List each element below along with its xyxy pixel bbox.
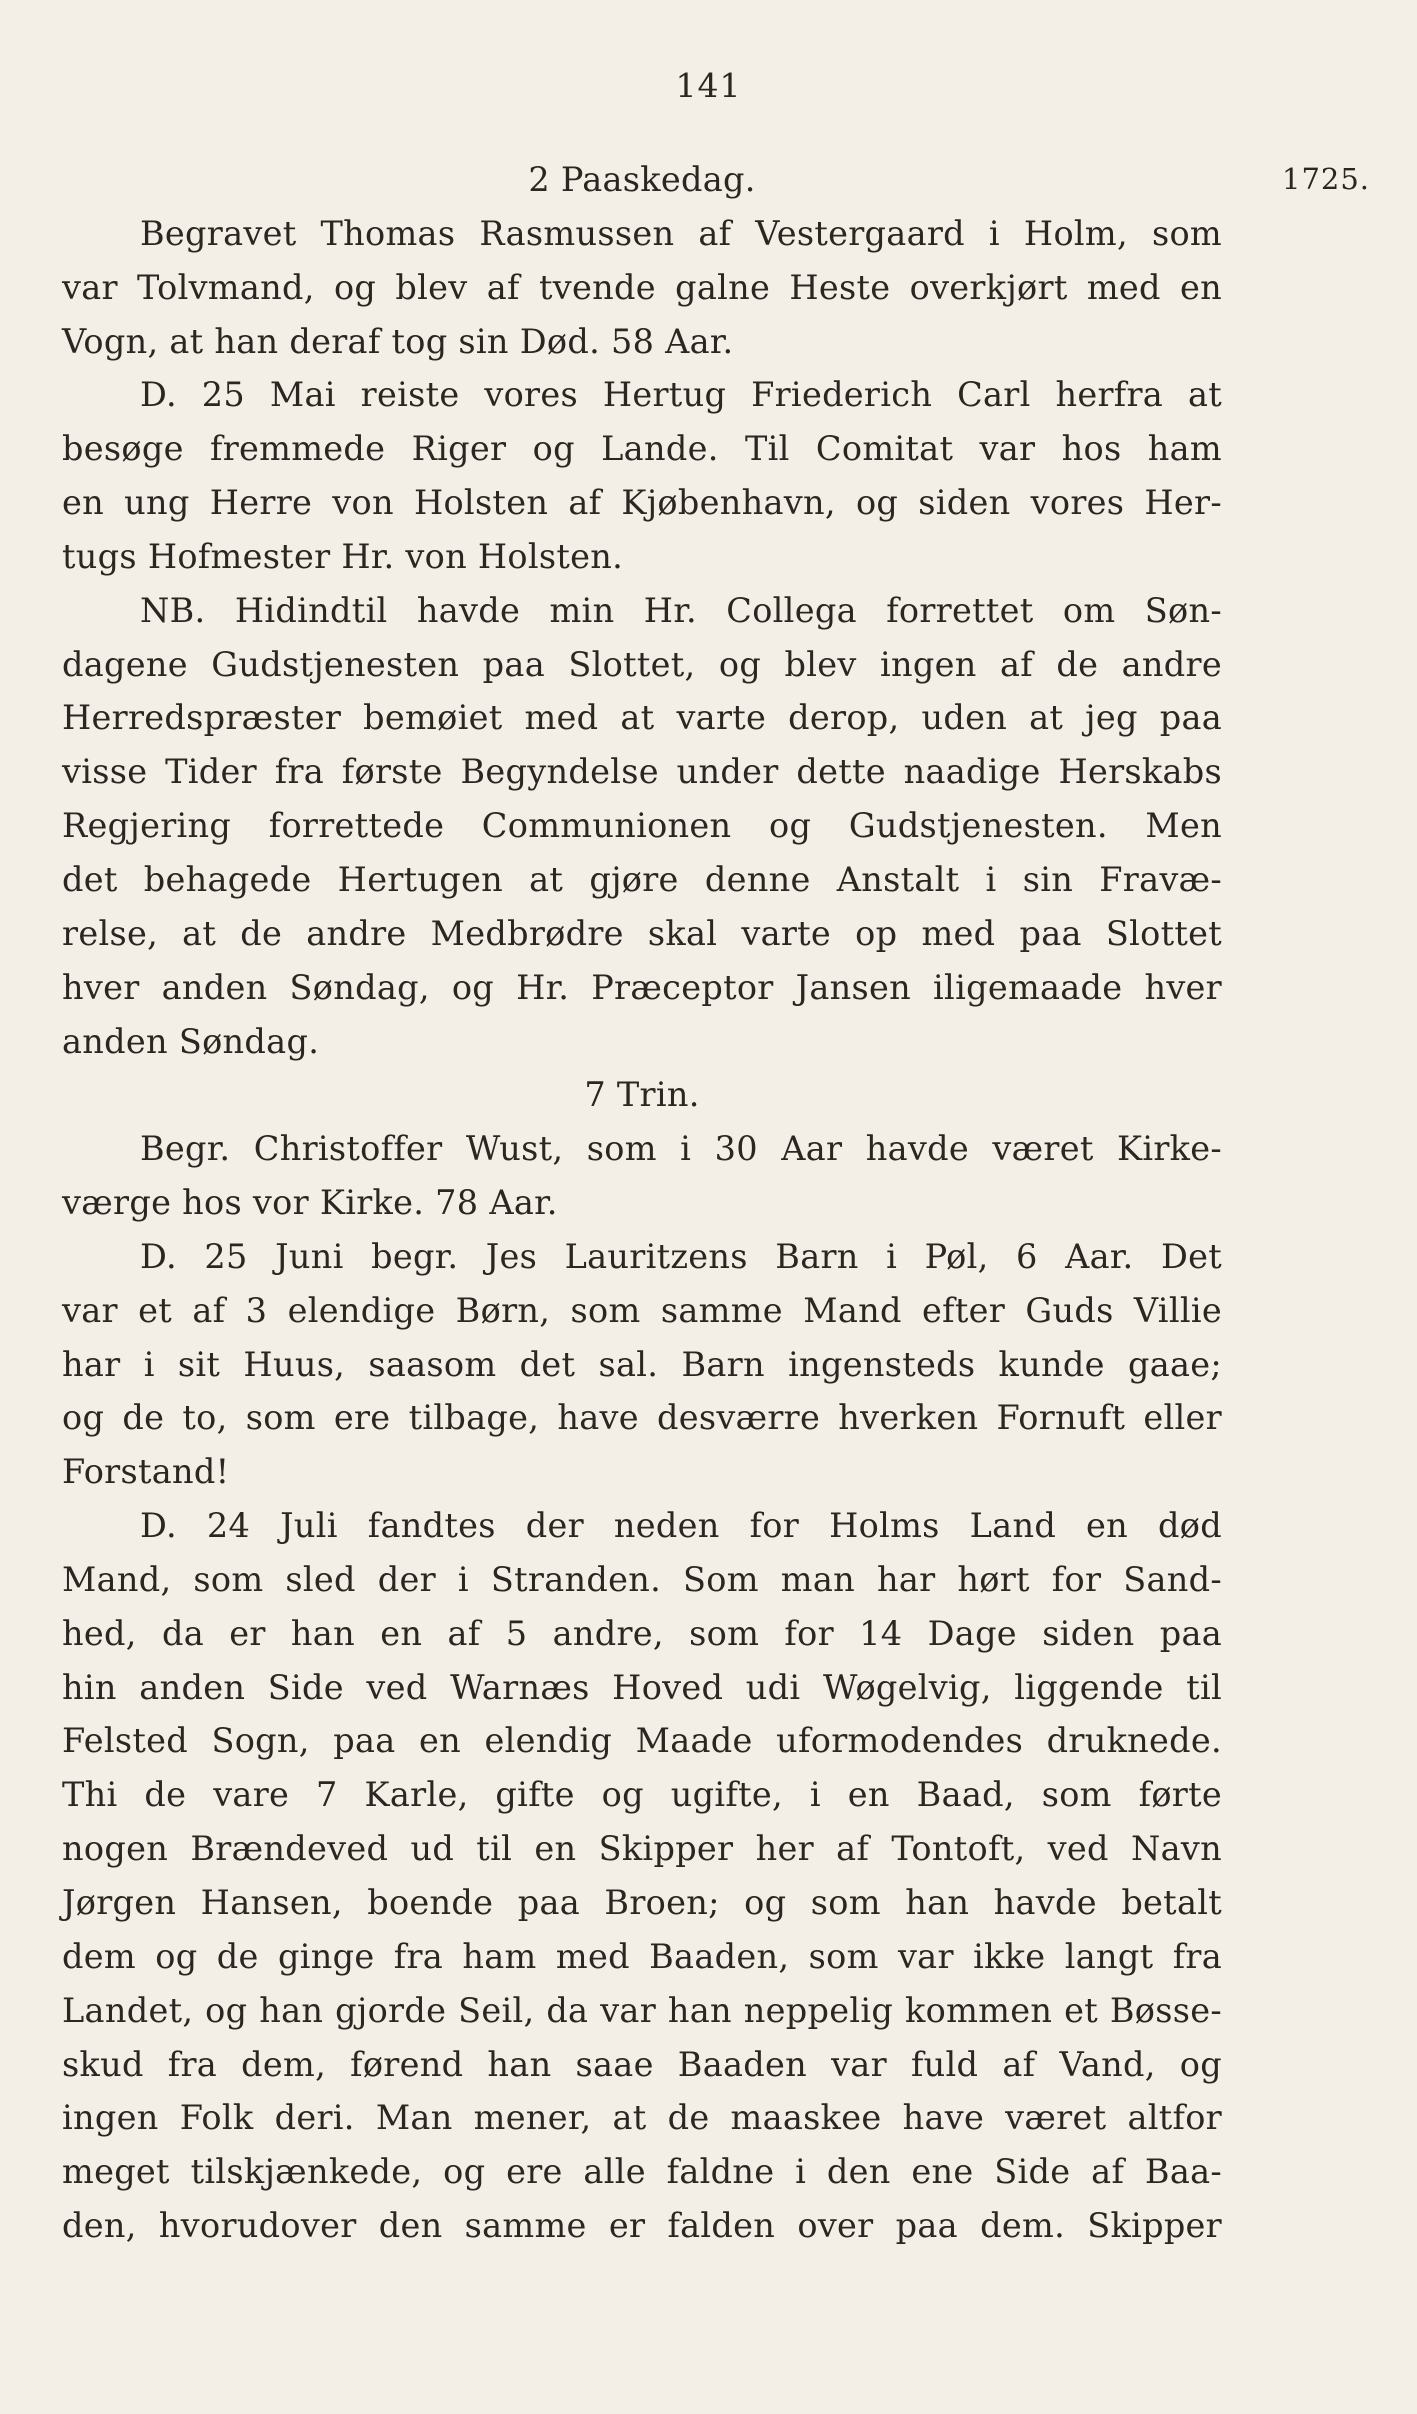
section-heading: 2 Paaskedag. xyxy=(528,160,756,199)
text-line: skud fra dem, førend han saae Baaden var fuld af Vand, og xyxy=(62,2044,1222,2084)
text-line: D. 25 Juni begr. Jes Lauritzens Barn i Pøl, 6 Aar. Det xyxy=(140,1236,1222,1276)
text-line: ingen Folk deri. Man mener, at de maaskee have været altfor xyxy=(62,2098,1222,2138)
text-line: Regjering forrettede Communionen og Gudstjenesten. Men xyxy=(62,806,1222,846)
text-line: Begr. Christoffer Wust, som i 30 Aar havde været Kirke- xyxy=(140,1129,1222,1169)
text-line: Landet, og han gjorde Seil, da var han neppelig kommen et Bøsse- xyxy=(62,1990,1222,2030)
text-line: hver anden Søndag, og Hr. Præceptor Jansen iligemaade hver xyxy=(62,967,1222,1007)
text-line: dem og de ginge fra ham med Baaden, som var ikke langt fra xyxy=(62,1936,1222,1976)
text-line: Mand, som sled der i Stranden. Som man har hørt for Sand- xyxy=(62,1559,1222,1599)
text-line: var Tolvmand, og blev af tvende galne Heste overkjørt med en xyxy=(62,267,1222,307)
text-line: Forstand! xyxy=(62,1452,230,1492)
text-line: tugs Hofmester Hr. von Holsten. xyxy=(62,536,624,576)
text-line: Herredspræster bemøiet med at varte derop, uden at jeg paa xyxy=(62,698,1222,738)
text-line: var et af 3 elendige Børn, som samme Mand efter Guds Villie xyxy=(62,1290,1222,1330)
text-line: Jørgen Hansen, boende paa Broen; og som han havde betalt xyxy=(62,1883,1222,1922)
text-line: relse, at de andre Medbrødre skal varte op med paa Slottet xyxy=(62,913,1222,953)
text-line: værge hos vor Kirke. 78 Aar. xyxy=(62,1183,558,1223)
text-line: D. 24 Juli fandtes der neden for Holms Land en død xyxy=(140,1506,1222,1546)
text-line: besøge fremmede Riger og Lande. Til Comitat var hos ham xyxy=(62,429,1222,469)
text-line: meget tilskjænkede, og ere alle faldne i den ene Side af Baa- xyxy=(62,2152,1222,2192)
text-line: Vogn, at han deraf tog sin Død. 58 Aar. xyxy=(62,321,734,361)
text-line: Begravet Thomas Rasmussen af Vestergaard i Holm, som xyxy=(140,213,1222,253)
margin-year-note: 1725. xyxy=(1282,162,1371,196)
text-line: og de to, som ere tilbage, have desværre hverken Fornuft eller xyxy=(62,1398,1222,1438)
text-line: det behagede Hertugen at gjøre denne Anstalt i sin Fravæ- xyxy=(62,859,1222,899)
text-line: nogen Brændeved ud til en Skipper her af Tontoft, ved Navn xyxy=(62,1829,1222,1869)
text-line: dagene Gudstjenesten paa Slottet, og blev ingen af de andre xyxy=(62,644,1222,684)
text-line: D. 25 Mai reiste vores Hertug Friederich Carl herfra at xyxy=(140,375,1222,415)
text-line: visse Tider fra første Begyndelse under dette naadige Herskabs xyxy=(62,752,1222,792)
text-line: hed, da er han en af 5 andre, som for 14 Dage siden paa xyxy=(62,1613,1222,1653)
text-line: en ung Herre von Holsten af Kjøbenhavn, og siden vores Her- xyxy=(62,483,1222,523)
text-line: hin anden Side ved Warnæs Hoved udi Wøgelvig, liggende til xyxy=(62,1667,1222,1707)
text-line: anden Søndag. xyxy=(62,1021,320,1061)
text-line: den, hvorudover den samme er falden over paa dem. Skipper xyxy=(62,2206,1222,2246)
text-line: har i sit Huus, saasom det sal. Barn ingensteds kunde gaae; xyxy=(62,1344,1222,1384)
text-line: NB. Hidindtil havde min Hr. Collega forrettet om Søn- xyxy=(140,590,1222,630)
text-line: Felsted Sogn, paa en elendig Maade uformodendes druknede. xyxy=(62,1721,1222,1761)
section-heading: 7 Trin. xyxy=(584,1075,700,1115)
page-number: 141 xyxy=(675,66,742,105)
text-line: Thi de vare 7 Karle, gifte og ugifte, i en Baad, som førte xyxy=(62,1775,1222,1815)
body-text xyxy=(62,153,1222,2253)
